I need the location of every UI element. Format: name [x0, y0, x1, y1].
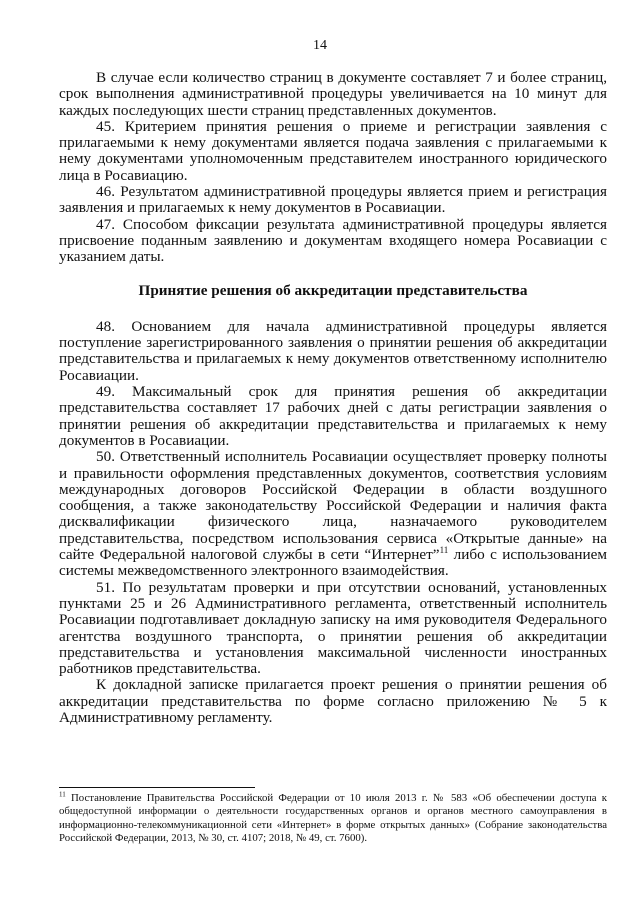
paragraph-49: 49. Максимальный срок для принятия решения об аккредитации представительства составляет 17 рабочих дней с даты регистрации заявления о принятии решения об аккредитации представительства и прилагаемых к нему документов в Росавиации.	[59, 383, 607, 449]
body-text	[59, 70, 607, 726]
footnote-number: 11	[59, 790, 66, 799]
paragraph-45: 45. Критерием принятия решения о приеме и регистрации заявления с прилагаемыми к нему документами является подача заявления с прилагаемыми к нему документами уполномоченным представителем иностранного юридического лица в Росавиацию.	[59, 117, 607, 184]
section-heading: Принятие решения об аккредитации представительства	[138, 281, 528, 299]
paragraph-48: 48. Основанием для начала административной процедуры является поступление зарегистрированного заявления о принятии решения об аккредитации представительства и прилагаемых к нему документов ответственному исполнителю Росавиации.	[59, 317, 607, 384]
paragraph-47: 47. Способом фиксации результата административной процедуры является присвоение поданным заявлению и документам входящего номера Росавиации с указанием даты.	[59, 215, 607, 266]
paragraph-pages-count: В случае если количество страниц в документе составляет 7 и более страниц, срок выполнения административной процедуры увеличивается на 10 минут для каждых последующих шести страниц представленных документов.	[59, 69, 607, 119]
footnote-text: Постановление Правительства Российской Федерации от 10 июля 2013 г. № 583 «Об обеспечении доступа к общедоступной информации о деятельности государственных органов и органов местного самоуправления в информационно-телекоммуникационной сети «Интернет» в форме открытых данных» (Собрание законодательства Российской Федерации, 2013, № 30, ст. 4107; 2018, № 49, ст. 7600).	[59, 792, 607, 845]
footnote-divider	[59, 787, 255, 788]
page-number: 14	[313, 38, 327, 53]
paragraph-attachment: К докладной записке прилагается проект решения о принятии решения об аккредитации представительства по форме согласно приложению № 5 к Административному регламенту.	[59, 676, 607, 726]
footnote	[59, 792, 607, 846]
paragraph-50	[59, 449, 607, 579]
paragraph-46: 46. Результатом административной процедуры является прием и регистрация заявления и прилагаемых к нему документов в Росавиации.	[59, 183, 607, 217]
paragraph-50-text: 50. Ответственный исполнитель Росавиации осуществляет проверку полноты и правильности оформления представленных документов, соответствия условиям международных договоров Российской Федерации в области воздушного сообщения, а также законодательству Российской Федерации и наличия факта дисквалификации физического лица, назначаемого руководителем представительства, посредством использования сервиса «Открытые данные» на сайте Федеральной налоговой службы в сети “Интернет”	[59, 448, 607, 564]
footnote-reference: 11	[439, 544, 449, 555]
paragraph-51: 51. По результатам проверки и при отсутствии оснований, установленных пунктами 25 и 26 Административного регламента, ответственный исполнитель Росавиации подготавливает докладную записку на имя руководителя Федерального агентства воздушного транспорта, о принятии решения об аккредитации представительства и установления максимальной численности иностранных работников представительства.	[59, 578, 607, 678]
paragraph-50-text-end: либо с использованием системы межведомственного электронного взаимодействия.	[59, 546, 607, 580]
